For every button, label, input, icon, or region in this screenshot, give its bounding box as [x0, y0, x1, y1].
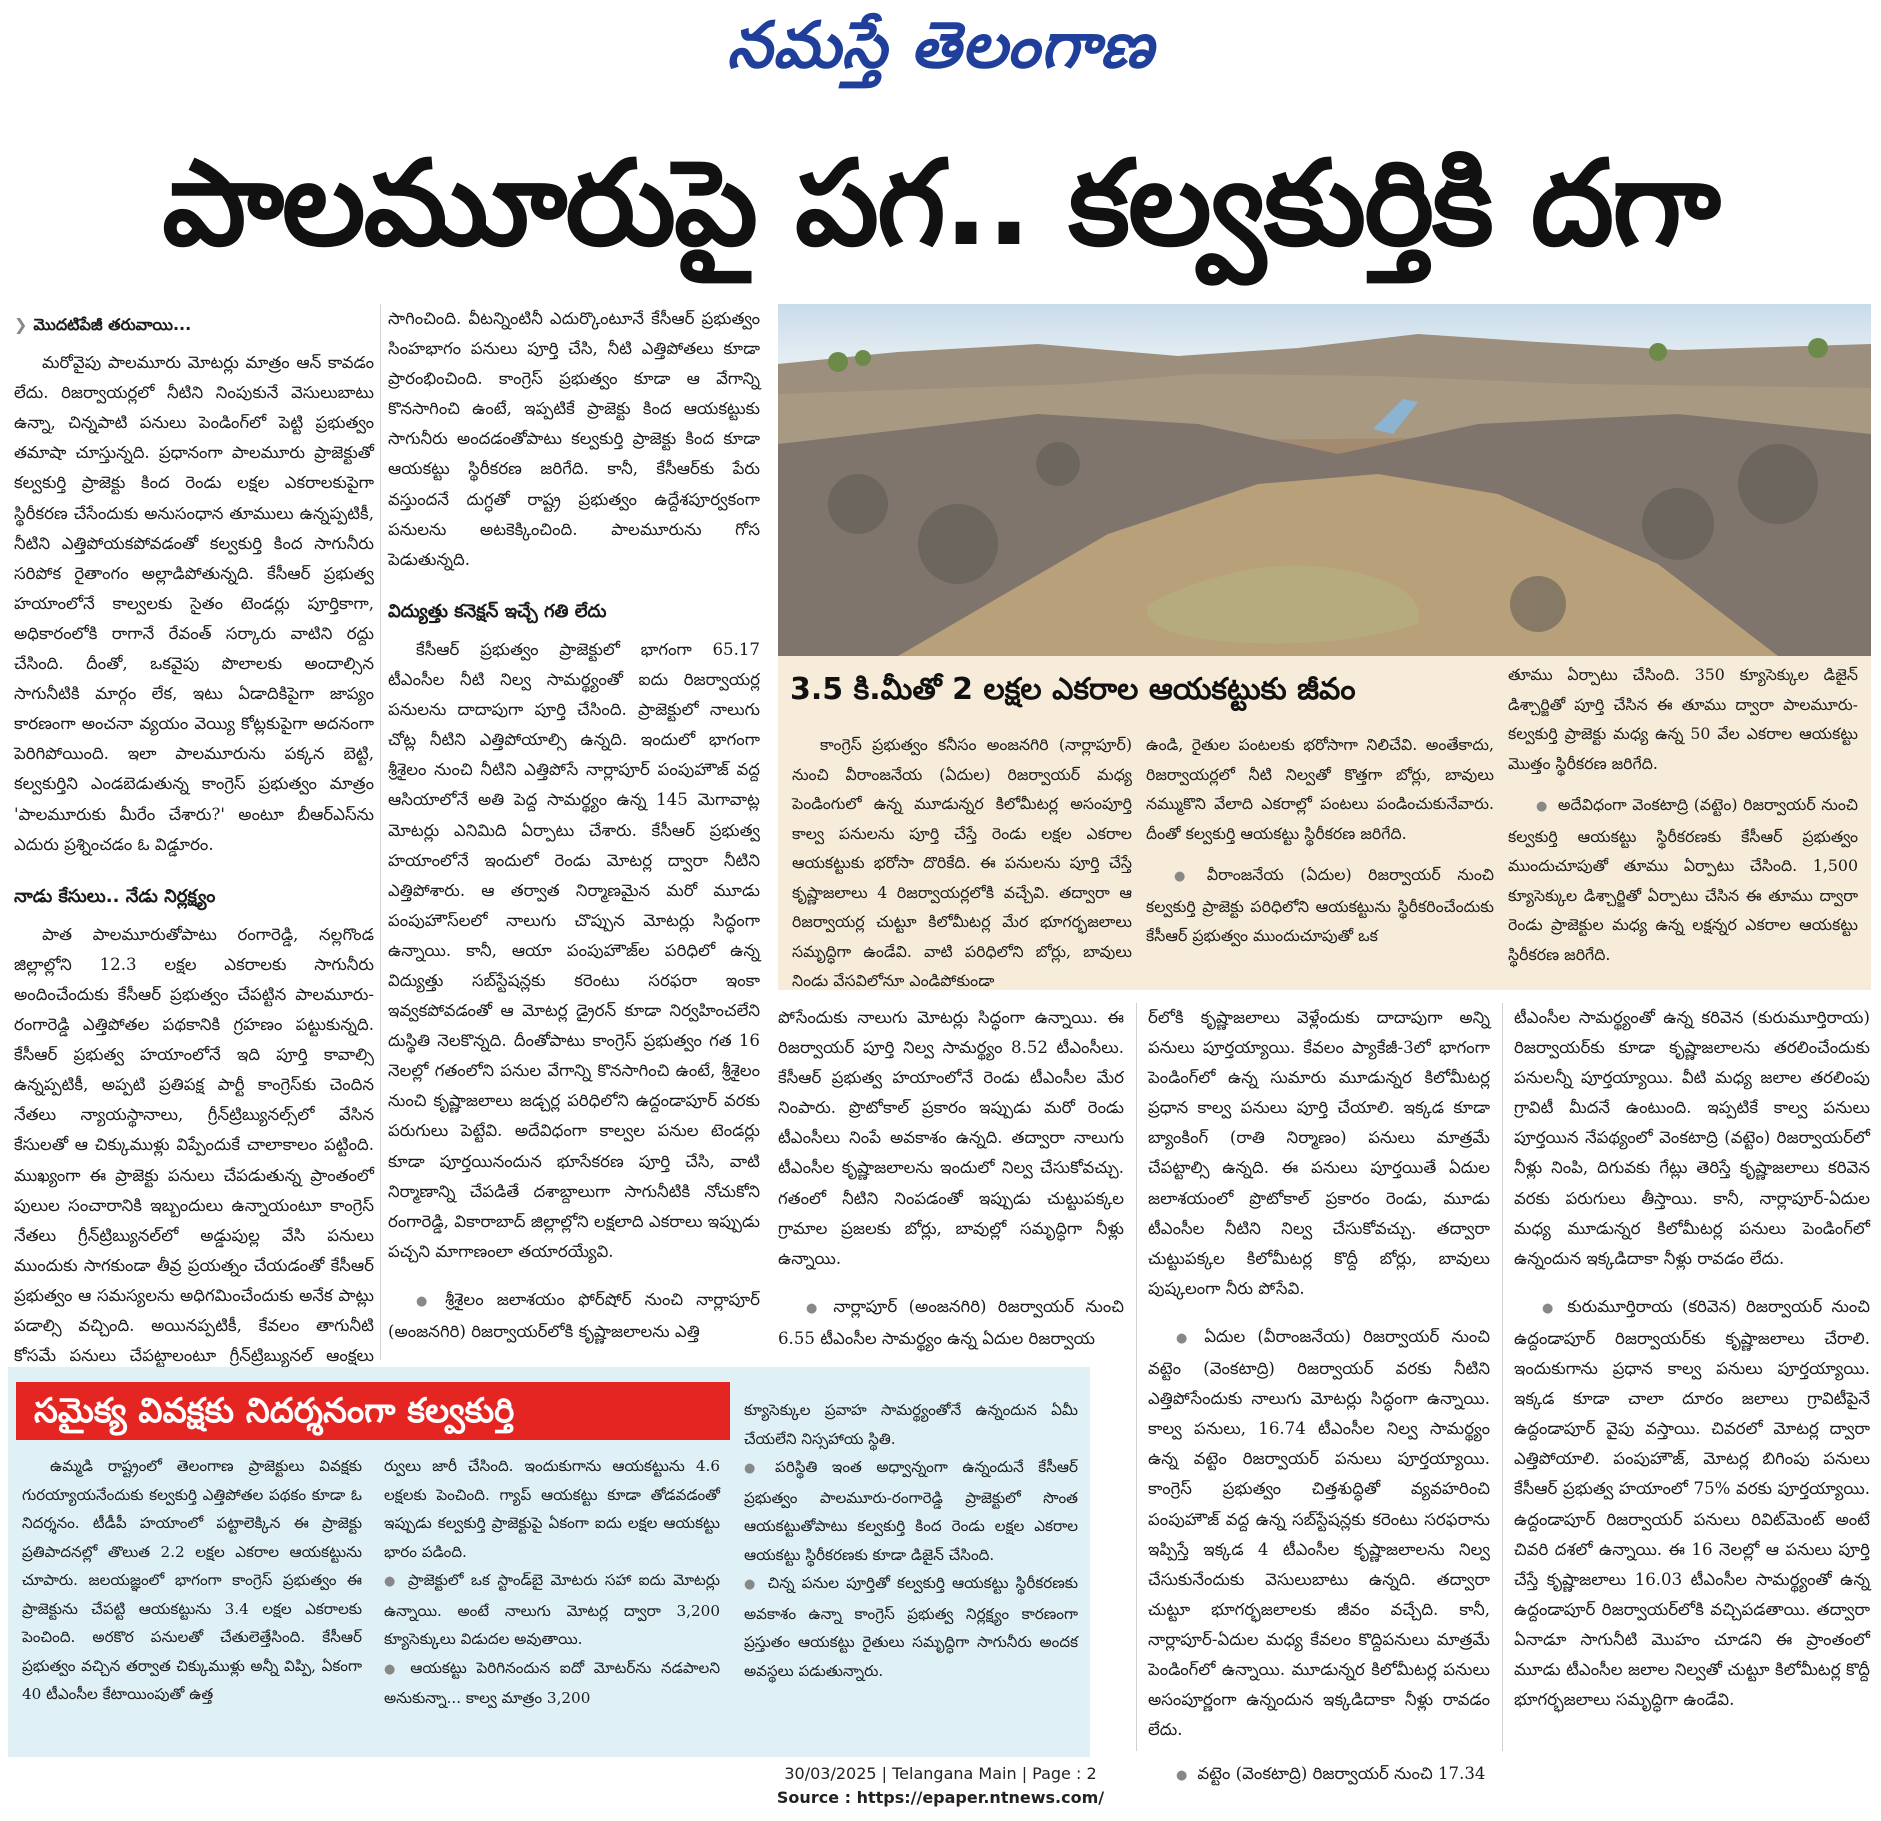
caption-column-1 [792, 730, 1132, 996]
subheading: నాడు కేసులు.. నేడు నిర్లక్ష్యం [14, 885, 216, 907]
canal-photo-image [778, 304, 1871, 656]
bullet-paragraph: ● పరిస్థితి ఇంత అధ్వాన్నంగా ఉన్నందునే కేసీఆర్ ప్రభుత్వం పాలమూరు-రంగారెడ్డి ప్రాజెక్టులో సొంత ఆయకట్టుతోపాటు కల్వకుర్తి కింద రెండు లక్షల ఎకరాల ఆయకట్టు స్థిరీకరణకు కూడా డిజైన్ చేసింది. [744, 1453, 1078, 1569]
chevron-right-icon: ❯ [14, 315, 28, 334]
headline: పాలమూరుపై పగ.. కల్వకుర్తికి దగా [162, 134, 1719, 272]
column-divider [1502, 1003, 1503, 1751]
column-divider [1136, 1003, 1137, 1751]
box-column-2 [384, 1452, 720, 1713]
box-title-bar [16, 1382, 730, 1440]
column-3 [778, 1003, 1124, 1354]
paragraph: కాంగ్రెస్ ప్రభుత్వం కనీసం అంజనగిరి (నార్లాపూర్) నుంచి వీరాంజనేయ (ఏదుల) రిజర్వాయర్ మధ్య పెండింగులో ఉన్న మూడున్నర కిలోమీటర్ల అసంపూర్తి కాల్వ పనులను పూర్తి చేస్తే రెండు లక్షల ఎకరాల ఆయకట్టుకు భరోసా దొరికేది. ఈ పనులను పూర్తి చేస్తే కృష్ణాజలాలు 4 రిజర్వాయర్లలోకి వచ్చేవి. తద్వారా ఆ రిజర్వాయర్ల చుట్టూ కిలోమీటర్ల మేర భూగర్భజలాలు సమృద్ధిగా ఉండేవి. వాటి పరిధిలోని బోర్లు, బావులు నిండు వేసవిలోనూ ఎండిపోకుండా [792, 735, 1132, 990]
masthead-logo: నమస్తే తెలంగాణ [726, 9, 1155, 83]
caption-column-3 [1508, 660, 1858, 969]
footer-source-link[interactable]: Source : https://epaper.ntnews.com/ [776, 1788, 1105, 1807]
footer-date-line: 30/03/2025 | Telangana Main | Page : 2 [784, 1764, 1097, 1783]
paragraph: పాత పాలమూరుతోపాటు రంగారెడ్డి, నల్లగొండ జిల్లాల్లోని 12.3 లక్షల ఎకరాలకు సాగునీరు అందించేందుకు కేసీఆర్ ప్రభుత్వం చేపట్టిన పాలమూరు-రంగారెడ్డి ఎత్తిపోతల పథకానికి గ్రహణం పట్టుకున్నది. కేసీఆర్ ప్రభుత్వ హయాంలోనే ఇది పూర్తి కావాల్సి ఉన్నప్పటికీ, అప్పటి ప్రతిపక్ష పార్టీ కాంగ్రెస్‌కు చెందిన నేతలు న్యాయస్థానాలు, గ్రీన్‌ట్రిబ్యునల్స్‌లో వేసిన కేసులతో ఆ చిక్కుముళ్లు విప్పేందుకే చాలాకాలం పట్టింది. ముఖ్యంగా ఈ ప్రాజెక్టు పనులు చేపడుతున్న ప్రాంతంలో పులుల సంచారానికి ఇబ్బందులు ఉన్నాయంటూ కాంగ్రెస్ నేతలు గ్రీన్‌ట్రిబ్యునల్‌లో అడ్డుపుల్ల వేసి పనులు ముందుకు సాగకుండా తీవ్ర ప్రయత్నం చేయడంతో కేసీఆర్ ప్రభుత్వం ఆ సమస్యలను అధిగమించేందుకు అనేక పాట్లు పడాల్సి వచ్చింది. అయినప్పటికీ, కేవలం తాగునీటి కోసమే పనులు చేపట్టాలంటూ గ్రీన్‌ట్రిబ్యునల్ ఆంక్షలు [14, 924, 374, 1366]
column-1 [14, 304, 374, 1401]
bullet-paragraph: ● నార్లాపూర్ (అంజనగిరి) రిజర్వాయర్ నుంచి 6.55 టీఎంసీల సామర్థ్యం ఉన్న ఏదుల రిజర్వాయ [778, 1292, 1124, 1354]
paragraph: టీఎంసీల సామర్థ్యంతో ఉన్న కరివెన (కురుమూర్తిరాయ) రిజర్వాయర్‌కు కూడా కృష్ణాజలాలను తరలించేందుకు పనులన్నీ పూర్తయ్యాయి. వీటి మధ్య జలాల తరలింపు గ్రావిటీ మీదనే ఉంటుంది. ఇప్పటికే కాల్వ పనులు పూర్తయిన నేపథ్యంలో వెంకటాద్రి (వట్టెం) రిజర్వాయర్‌లో నీళ్లు నింపి, దిగువకు గేట్లు తెరిస్తే కృష్ణాజలాలు కరివెన వరకు పరుగులు తీస్తాయి. కానీ, నార్లాపూర్-ఏదుల మధ్య మూడున్నర కిలోమీటర్ల పనులు పెండింగ్‌లో ఉన్నందున ఇక్కడిదాకా నీళ్లు రావడం లేదు. [1514, 1008, 1870, 1268]
column-divider [380, 304, 381, 1360]
paragraph: కేసీఆర్ ప్రభుత్వం ప్రాజెక్టులో భాగంగా 65.17 టీఎంసీల నీటి నిల్వ సామర్థ్యంతో ఐదు రిజర్వాయర్ల పనులను దాదాపుగా పూర్తి చేసింది. ప్రాజెక్టులో నాలుగు చోట్ల నీటిని ఎత్తిపోయాల్సి ఉన్నది. ఇందులో భాగంగా శ్రీశైలం నుంచి నీటిని ఎత్తిపోసే నార్లాపూర్ పంపుహౌజ్ వద్ద ఆసియాలోనే అతి పెద్ద సామర్థ్యం ఉన్న 145 మెగావాట్ల మోటర్లు ఎనిమిది ఏర్పాటు చేశారు. కేసీఆర్ ప్రభుత్వ హయాంలోనే ఇందులో రెండు మోటర్ల ద్వారా నీటిని ఎత్తిపోశారు. ఆ తర్వాత నిర్మాణమైన మరో మూడు పంపుహౌస్‌లలో నాలుగు చొప్పున మోటర్లు సిద్ధంగా ఉన్నాయి. కానీ, ఆయా పంపుహౌజ్‌ల పరిధిలో ఉన్న విద్యుత్తు సబ్‌స్టేషన్లకు కరెంటు సరఫరా ఇంకా ఇవ్వకపోవడంతో ఆ మోటర్ల డ్రైరన్ కూడా నిర్వహించలేని దుస్థితి నెలకొన్నది. దీంతోపాటు కాంగ్రెస్ ప్రభుత్వం గత 16 నెలల్లో గతంలోని పనుల వేగాన్ని కొనసాగించి ఉంటే, శ్రీశైలం నుంచి కృష్ణాజలాలు జడ్చర్ల పరిధిలోని ఉద్దండాపూర్ వరకు పరుగులు పెట్టేవి. అదేవిధంగా కాల్వల పనుల టెండర్లు కూడా పూర్తయినందున భూసేకరణ పూర్తి చేసి, వాటి నిర్మాణాన్ని చేపడితే దశాబ్దాలుగా సాగునీటికి నోచుకోని రంగారెడ్డి, వికారాబాద్ జిల్లాల్లోని లక్షలాది ఎకరాలు ఇప్పుడు పచ్చని మాగాణంలా తయారయ్యేవి. [388, 639, 760, 1261]
paragraph: ఉండి, రైతుల పంటలకు భరోసాగా నిలిచేవి. అంతేకాదు, రిజర్వాయర్లలో నీటి నిల్వతో కొత్తగా బోర్లు, బావులు నమ్ముకొని వేలాది ఎకరాల్లో పంటలు పండించుకునేవారు. దీంతో కల్వకుర్తి ఆయకట్టు స్థిరీకరణ జరిగేది. [1146, 735, 1494, 843]
bullet-paragraph: ● శ్రీశైలం జలాశయం ఫోర్‌షోర్ నుంచి నార్లాపూర్ (అంజనగిరి) రిజర్వాయర్‌లోకి కృష్ణాజలాలను ఎత్తి [388, 1285, 760, 1347]
bullet-paragraph: ● కురుమూర్తిరాయ (కరివెన) రిజర్వాయర్ నుంచి ఉద్దండాపూర్ రిజర్వాయర్‌కు కృష్ణాజలాలు చేరాలి. ఇందుకుగాను ప్రధాన కాల్వ పనులు పూర్తయ్యాయి. ఇక్కడ కూడా చాలా దూరం జలాలు గ్రావిటీపైనే ఉద్దండాపూర్ వైపు వస్తాయి. చివరలో మోటర్ల ద్వారా ఎత్తిపోయాలి. పంపుహౌజ్, మోటర్ల బిగింపు పనులు కేసీఆర్ ప్రభుత్వ హయాంలో 75% వరకు పూర్తయ్యాయి. ఉద్దండాపూర్ రిజర్వాయర్ పనులు రివిట్‌మెంట్ అంటే చివరి దశలో ఉన్నాయి. ఈ 16 నెలల్లో ఆ పనులు పూర్తి చేస్తే కృష్ణాజలాలు 16.03 టీఎంసీల సామర్థ్యంతో ఉన్న ఉద్దండాపూర్ రిజర్వాయర్‌లోకి వచ్చిపడతాయి. తద్వారా ఏనాడూ సాగునీటి మొహం చూడని ఈ ప్రాంతంలో మూడు టీఎంసీల జలాల నిల్వతో చుట్టూ కిలోమీటర్ల కొద్దీ భూగర్భజలాలు సమృద్ధిగా ఉండేవి. [1514, 1292, 1870, 1715]
paragraph: ర్‌లోకి కృష్ణాజలాలు వెళ్లేందుకు దాదాపుగా అన్ని పనులు పూర్తయ్యాయి. కేవలం ప్యాకేజీ-3లో భాగంగా పెండింగ్‌లో ఉన్న సుమారు మూడున్నర కిలోమీటర్ల ప్రధాన కాల్వ పనులు పూర్తి చేయాలి. ఇక్కడ కూడా బ్యాంకింగ్ (రాతి నిర్మాణం) పనులు మాత్రమే చేపట్టాల్సి ఉన్నది. ఈ పనులు పూర్తయితే ఏదుల జలాశయంలో ప్రొటోకాల్ ప్రకారం రెండు, మూడు టీఎంసీల నీటిని నిల్వ చేసుకోవచ్చు. తద్వారా చుట్టుపక్కల కిలోమీటర్ల కొద్దీ బోర్లు, బావులు పుష్కలంగా నీరు పోసేవి. [1148, 1008, 1490, 1298]
box-title: సమైక్య వివక్షకు నిదర్శనంగా కల్వకుర్తి [34, 1391, 515, 1431]
paragraph: మరోవైపు పాలమూరు మోటర్లు మాత్రం ఆన్ కావడం లేదు. రిజర్వాయర్లలో నీటిని నింపుకునే వెసులుబాటు ఉన్నా, చిన్నపాటి పనులు పెండింగ్‌లో పెట్టి ప్రభుత్వం తమాషా చూస్తున్నది. ప్రధానంగా పాలమూరు ప్రాజెక్టుతో కల్వకుర్తి ప్రాజెక్టు కింద రెండు లక్షల ఎకరాలకుపైగా స్థిరీకరణ చేసేందుకు అనుసంధాన తూములు ఉన్నప్పటికీ, నీటిని ఎత్తిపోయకపోవడంతో కల్వకుర్తి కింద సాగునీరు సరిపోక రైతాంగం అల్లాడిపోతున్నది. కేసీఆర్ ప్రభుత్వ హయాంలోనే కాల్వలకు సైతం టెండర్లు పూర్తికాగా, అధికారంలోకి రాగానే రేవంత్ సర్కారు వాటిని రద్దు చేసింది. దీంతో, ఒకవైపు పొలాలకు అందాల్సిన సాగునీటికి మార్గం లేక, ఇటు ఏడాదికిపైగా జాప్యం కారణంగా అంచనా వ్యయం వెయ్యి కోట్లకుపైగా అదనంగా పెరిగిపోయింది. ఇలా పాలమూరును పక్కన బెట్టి, కల్వకుర్తిని ఎండబెడుతున్న కాంగ్రెస్ ప్రభుత్వం మాత్రం 'పాలమూరుకు మీరేం చేశారు?' అంటూ బీఆర్‌ఎస్‌ను ఎదురు ప్రశ్నించడం ఓ విడ్డూరం. [14, 353, 374, 854]
photo-caption-box [778, 656, 1871, 990]
photo-caption: 3.5 కి.మీతో 2 లక్షల ఎకరాల ఆయకట్టుకు జీవం [790, 672, 1356, 707]
subheading: విద్యుత్తు కనెక్షన్ ఇచ్చే గతి లేదు [388, 600, 607, 622]
caption-column-2 [1146, 730, 1494, 951]
continuation-text: మొదటిపేజీ తరువాయి... [33, 315, 192, 334]
continuation-label [14, 310, 374, 340]
paragraph: తూము ఏర్పాటు చేసింది. 350 క్యూసెక్కుల డిజైన్ డిశ్చార్జితో పూర్తి చేసిన ఈ తూము ద్వారా పాలమూరు-కల్వకుర్తి ప్రాజెక్టు మధ్య ఉన్న 50 వేల ఎకరాల ఆయకట్టు మొత్తం స్థిరీకరణ జరిగేది. [1508, 665, 1858, 773]
canal-photo [778, 304, 1871, 656]
paragraph: సాగించింది. వీటన్నింటినీ ఎదుర్కొంటూనే కేసీఆర్ ప్రభుత్వం సింహభాగం పనులు పూర్తి చేసి, నీటి ఎత్తిపోతలు కూడా ప్రారంభించింది. కాంగ్రెస్ ప్రభుత్వం కూడా ఆ వేగాన్ని కొనసాగించి ఉంటే, ఇప్పటికే ప్రాజెక్టు కింద ఆయకట్టుకు సాగునీరు అందడంతోపాటు కల్వకుర్తి ప్రాజెక్టు కింద కూడా ఆయకట్టు స్థిరీకరణ జరిగేది. కానీ, కేసీఆర్‌కు పేరు వస్తుందనే దుగ్ధతో రాష్ట్ర ప్రభుత్వం ఉద్దేశపూర్వకంగా పనులను అటకెక్కించింది. పాలమూరును గోస పెడుతున్నది. [388, 309, 760, 569]
box-column-3 [744, 1396, 1078, 1685]
column-5 [1514, 1003, 1870, 1715]
paragraph: ర్వులు జారీ చేసింది. ఇందుకుగాను ఆయకట్టును 4.6 లక్షలకు పెంచింది. గ్యాప్ ఆయకట్టు కూడా తోడవడంతో ఇప్పుడు కల్వకుర్తి ప్రాజెక్టుపై ఏకంగా ఐదు లక్షల ఆయకట్టు భారం పడింది. [384, 1457, 720, 1561]
column-4 [1148, 1003, 1490, 1791]
bullet-paragraph: ● ఏదుల (వీరాంజనేయ) రిజర్వాయర్ నుంచి వట్టెం (వెంకటాద్రి) రిజర్వాయర్ వరకు నీటిని ఎత్తిపోసేందుకు నాలుగు మోటర్లు సిద్ధంగా ఉన్నాయి. కాల్వ పనులు, 16.74 టీఎంసీల నిల్వ సామర్థ్యం ఉన్న వట్టెం రిజర్వాయర్ పనులు పూర్తయ్యాయి. కాంగ్రెస్ ప్రభుత్వం చిత్తశుద్ధితో వ్యవహరించి పంపుహౌజ్ వద్ద ఉన్న సబ్‌స్టేషన్లకు కరెంటు సరఫరాను ఇప్పిస్తే ఇక్కడ 4 టీఎంసీల కృష్ణాజలాలను నిల్వ చేసుకునేందుకు వెసులుబాటు ఉన్నది. తద్వారా చుట్టూ భూగర్భజలాలకు జీవం వచ్చేది. కానీ, నార్లాపూర్-ఏదుల మధ్య కేవలం కొద్దిపనులు మాత్రమే పెండింగ్‌లో ఉన్నాయి. మూడున్నర కిలోమీటర్ల పనులు అసంపూర్ణంగా ఉన్నందున ఇక్కడిదాకా నీళ్లు రావడం లేదు. [1148, 1322, 1490, 1745]
bullet-paragraph: ● ప్రాజెక్టులో ఒక స్టాండ్‌బై మోటరు సహా ఐదు మోటర్లు ఉన్నాయి. అంటే నాలుగు మోటర్ల ద్వారా 3,200 క్యూసెక్కులు విడుదల అవుతాయి. [384, 1566, 720, 1654]
paragraph: పోసేందుకు నాలుగు మోటర్లు సిద్ధంగా ఉన్నాయి. ఈ రిజర్వాయర్ పూర్తి నిల్వ సామర్థ్యం 8.52 టీఎంసీలు. కేసీఆర్ ప్రభుత్వ హయాంలోనే రెండు టీఎంసీల మేర నింపారు. ప్రొటోకాల్ ప్రకారం ఇప్పుడు మరో రెండు టీఎంసీలు నింపే అవకాశం ఉన్నది. తద్వారా నాలుగు టీఎంసీల కృష్ణాజలాలను ఇందులో నిల్వ చేసుకోవచ్చు. గతంలో నీటిని నింపడంతో ఇప్పుడు చుట్టుపక్కల గ్రామాల ప్రజలకు బోర్లు, బావుల్లో సమృద్ధిగా నీళ్లు ఉన్నాయి. [778, 1008, 1124, 1268]
column-2 [388, 304, 760, 1347]
bullet-paragraph: ● ఆయకట్టు పెరిగినందున ఐదో మోటర్‌ను నడపాలని అనుకున్నా... కాల్వ మాత్రం 3,200 [384, 1654, 720, 1713]
bullet-paragraph: ● అదేవిధంగా వెంకటాద్రి (వట్టెం) రిజర్వాయర్ నుంచి కల్వకుర్తి ఆయకట్టు స్థిరీకరణకు కేసీఆర్ ప్రభుత్వం ముందుచూపుతో తూము ఏర్పాటు చేసింది. 1,500 క్యూసెక్కుల డిశ్చార్జితో ఏర్పాటు చేసిన ఈ తూము ద్వారా రెండు ప్రాజెక్టుల మధ్య ఉన్న లక్షన్నర ఎకరాల ఆయకట్టు స్థిరీకరణ జరిగేది. [1508, 790, 1858, 969]
paragraph: క్యూసెక్కుల ప్రవాహ సామర్థ్యంతోనే ఉన్నందున ఏమీ చేయలేని నిస్సహాయ స్థితి. [744, 1401, 1078, 1448]
page-footer [0, 1762, 1881, 1810]
paragraph: ఉమ్మడి రాష్ట్రంలో తెలంగాణ ప్రాజెక్టులు వివక్షకు గురయ్యాయనేందుకు కల్వకుర్తి ఎత్తిపోతల పథకం కూడా ఓ నిదర్శనం. టీడీపీ హయాంలో పట్టాలెక్కిన ఈ ప్రాజెక్టు ప్రతిపాదనల్లో తొలుత 2.2 లక్షల ఎకరాల ఆయకట్టును చూపారు. జలయజ్ఞంలో భాగంగా కాంగ్రెస్ ప్రభుత్వం ఈ ప్రాజెక్టును చేపట్టి ఆయకట్టును 3.4 లక్షల ఎకరాలకు పెంచింది. అరకొర పనులతో చేతులెత్తేసింది. కేసీఆర్ ప్రభుత్వం వచ్చిన తర్వాత చిక్కుముళ్లు అన్నీ విప్పి, ఏకంగా 40 టీఎంసీల కేటాయింపుతో ఉత్త [22, 1457, 362, 1703]
bullet-paragraph: ● వీరాంజనేయ (ఏదుల) రిజర్వాయర్ నుంచి కల్వకుర్తి ప్రాజెక్టు పరిధిలోని ఆయకట్టును స్థిరీకరించేందుకు కేసీఆర్ ప్రభుత్వం ముందుచూపుతో ఒక [1146, 860, 1494, 951]
bullet-paragraph: ● వట్టెం (వెంకటాద్రి) రిజర్వాయర్ నుంచి 17.34 [1148, 1759, 1490, 1791]
bullet-paragraph: ● చిన్న పనుల పూర్తితో కల్వకుర్తి ఆయకట్టు స్థిరీకరణకు అవకాశం ఉన్నా కాంగ్రెస్ ప్రభుత్వ నిర్లక్ష్యం కారణంగా ప్రస్తుతం ఆయకట్టు రైతులు సమృద్ధిగా సాగునీరు అందక అవస్థలు పడుతున్నారు. [744, 1569, 1078, 1685]
box-column-1 [22, 1452, 362, 1709]
